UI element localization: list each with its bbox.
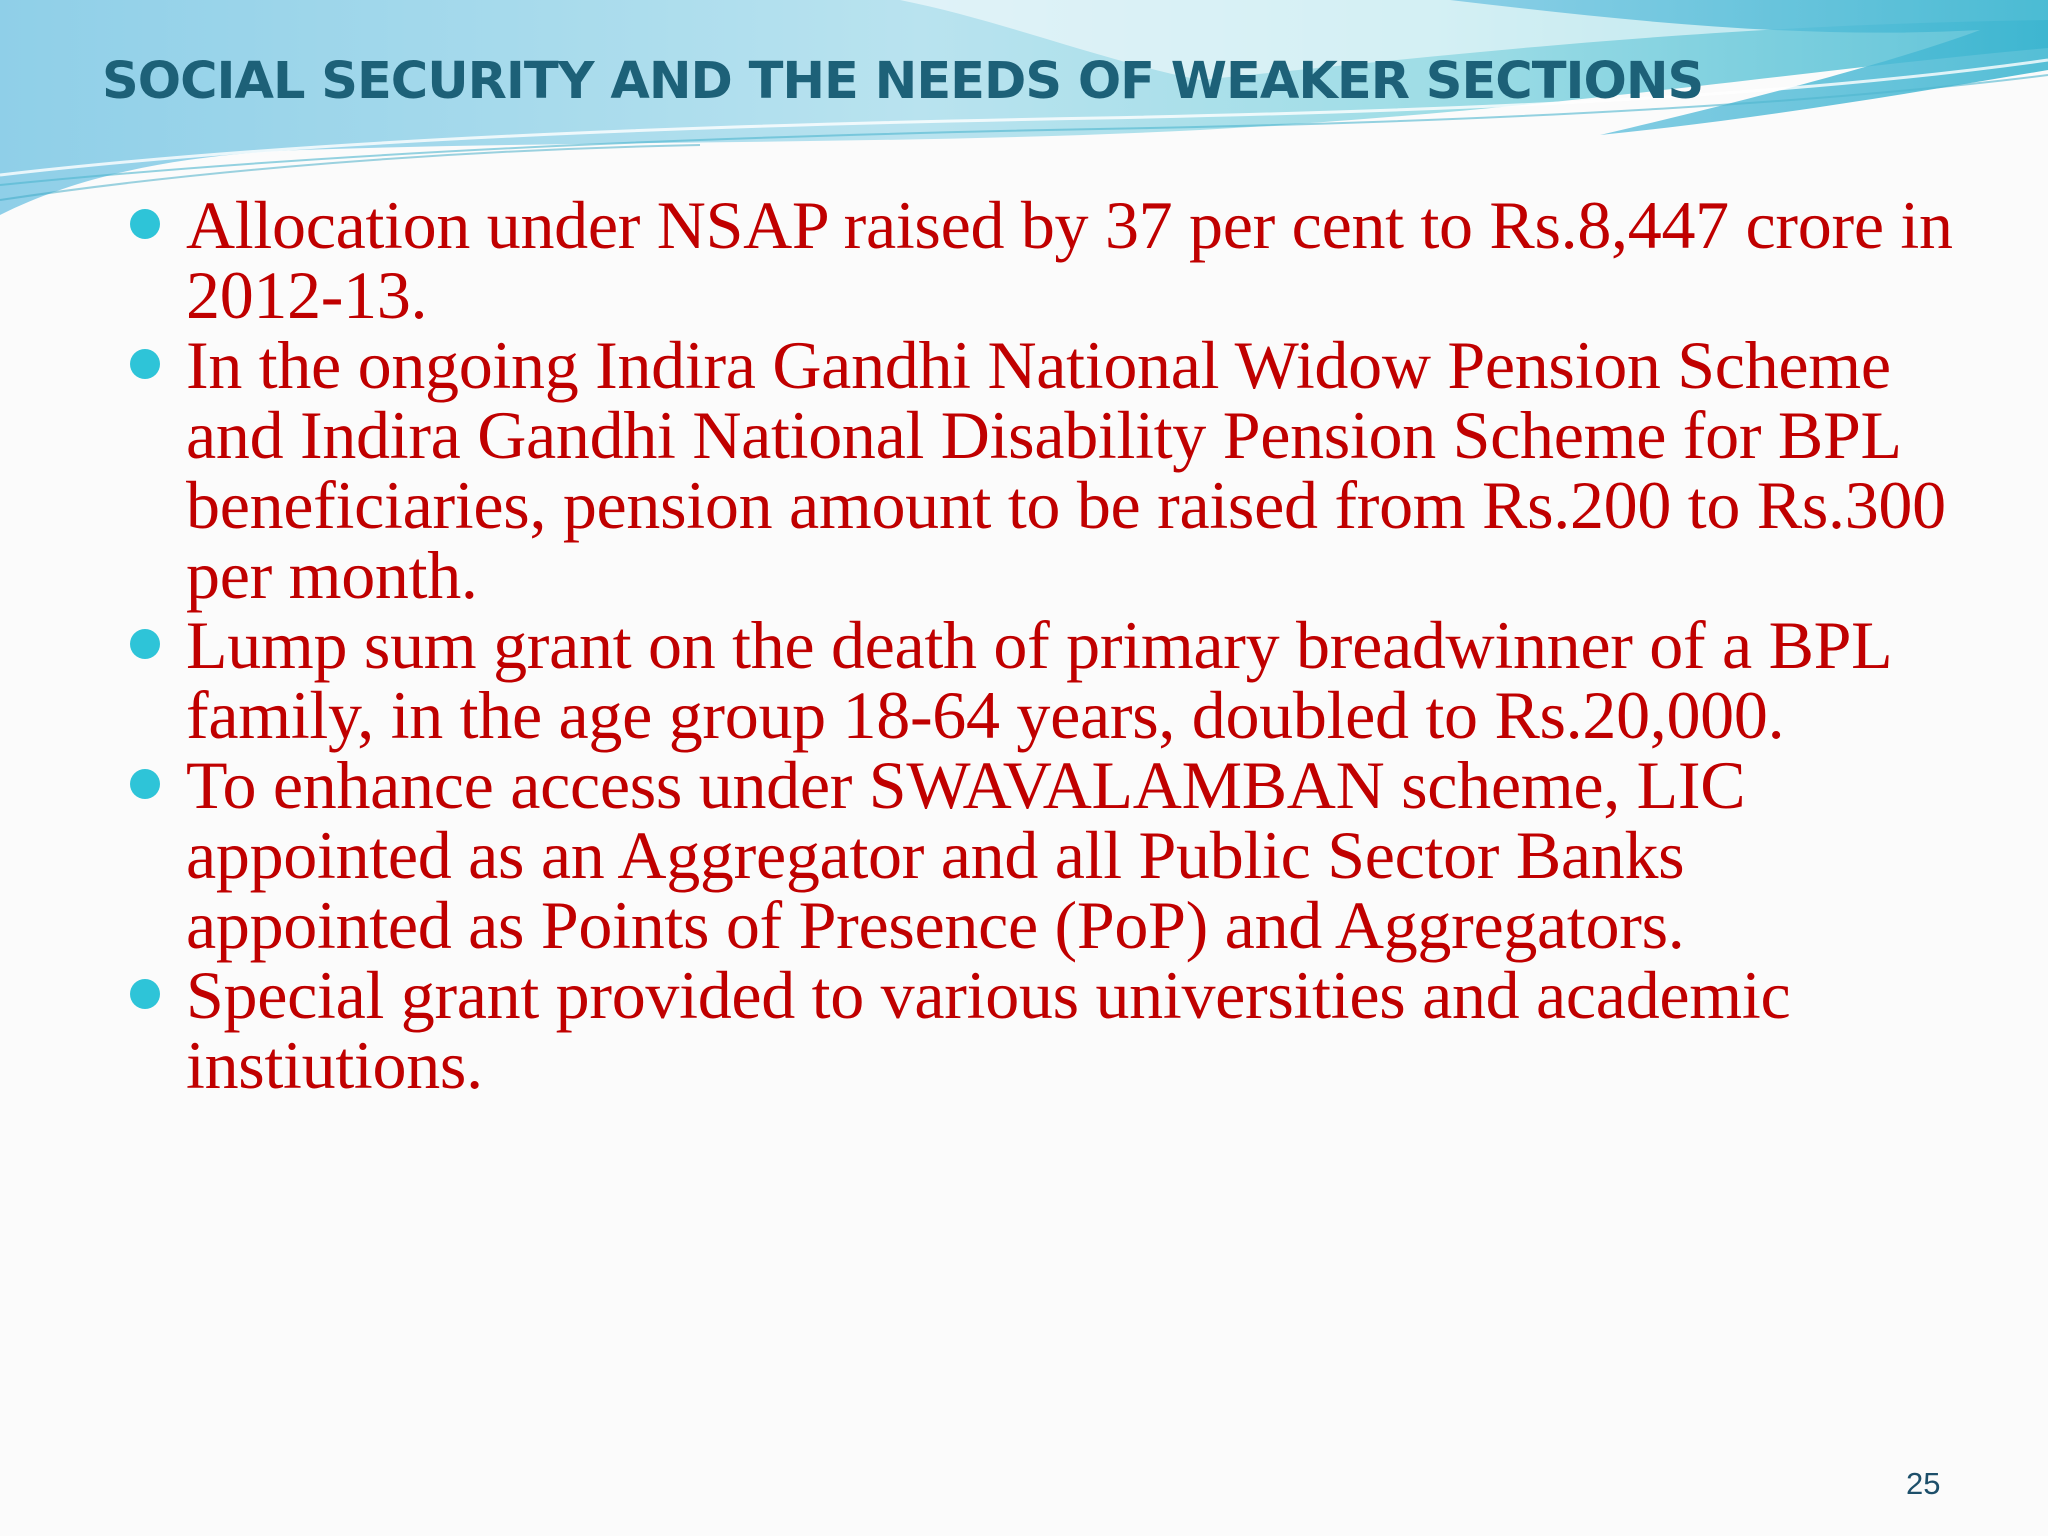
bullet-dot-icon xyxy=(130,979,160,1009)
bullet-item xyxy=(130,327,1960,613)
bullet-text: In the ongoing Indira Gandhi National Widow Pension Scheme and Indira Gandhi National Disability Pension Scheme for BPL beneficiaries, pension amount to be raised from Rs.200 to Rs.300 per month. xyxy=(186,327,1946,613)
slide-title: SOCIAL SECURITY AND THE NEEDS OF WEAKER SECTIONS xyxy=(102,52,1704,111)
bullet-dot-icon xyxy=(130,769,160,799)
bullet-item xyxy=(130,607,1960,753)
bullet-dot-icon xyxy=(130,629,160,659)
bullet-text: Allocation under NSAP raised by 37 per cent to Rs.8,447 crore in 2012-13. xyxy=(186,187,1953,333)
bullet-text: Special grant provided to various universities and academic instiutions. xyxy=(186,957,1791,1103)
bullet-item xyxy=(130,747,1960,963)
bullet-text: Lump sum grant on the death of primary breadwinner of a BPL family, in the age group 18-64 years, doubled to Rs.20,000. xyxy=(186,607,1890,753)
bullet-dot-icon xyxy=(130,209,160,239)
bullet-list xyxy=(130,187,1960,1103)
bullet-dot-icon xyxy=(130,349,160,379)
bullet-item xyxy=(130,957,1960,1103)
bullet-text: To enhance access under SWAVALAMBAN scheme, LIC appointed as an Aggregator and all Public Sector Banks appointed as Points of Presence (PoP) and Aggregators. xyxy=(186,747,1746,963)
page-number: 25 xyxy=(1906,1466,1941,1501)
bullet-item xyxy=(130,187,1960,333)
